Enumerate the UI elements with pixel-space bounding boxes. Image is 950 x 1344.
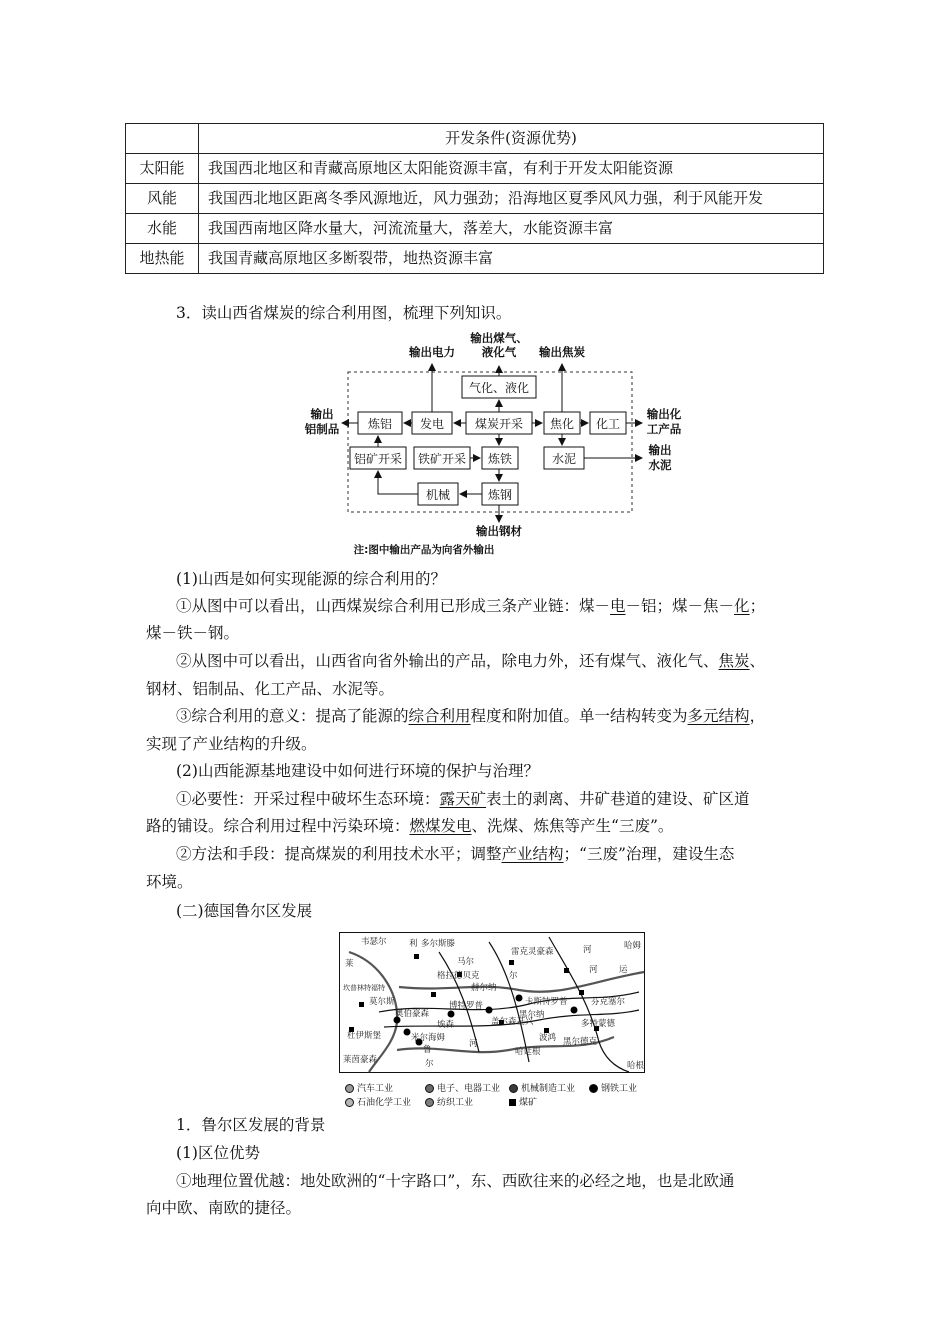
blank-answer: 化 xyxy=(734,597,750,615)
table-row xyxy=(126,154,824,184)
out-cement-label-1: 输出 xyxy=(648,443,672,457)
table-row xyxy=(126,184,824,214)
map-label: 尔 xyxy=(425,1059,434,1069)
coal-mine-symbol xyxy=(579,990,584,995)
steel-industry-symbol xyxy=(486,1007,493,1014)
q2-answer-2: ②方法和手段：提高煤炭的利用技术水平；调整产业结构；“三废”治理，建设生态 xyxy=(176,845,735,863)
map-label: 雷克灵豪森 xyxy=(511,947,554,957)
coal-mine-symbol xyxy=(359,1002,364,1007)
out-chem-label-1: 输出化 xyxy=(646,407,682,421)
map-label: 芬克塞尔 xyxy=(591,997,626,1007)
out-steel-label: 输出钢材 xyxy=(476,524,522,538)
q2-answer-2-cont: 环境。 xyxy=(146,873,193,891)
legend-textile: 纺织工业 xyxy=(425,1095,473,1108)
steel-industry-symbol xyxy=(571,1007,578,1014)
legend-symbol xyxy=(345,1084,354,1093)
map-label: 尔 xyxy=(509,971,518,981)
blank-answer: 焦炭 xyxy=(718,652,750,670)
map-label: 埃森 xyxy=(437,1020,455,1030)
chem-label: 化工 xyxy=(595,417,621,431)
steel-industry-symbol xyxy=(516,995,523,1002)
legend-steel: 钢铁工业 xyxy=(589,1081,637,1094)
legend-machinery: 机械制造工业 xyxy=(509,1081,575,1094)
q1-answer-2: ②从图中可以看出，山西省向省外输出的产品，除电力外，还有煤气、液化气、焦炭、 xyxy=(176,652,766,670)
blank-answer: 产业结构 xyxy=(501,845,564,863)
steel-industry-symbol xyxy=(448,1011,455,1018)
row-name: 地热能 xyxy=(126,244,199,274)
q2-title: (2)山西能源基地建设中如何进行环境的保护与治理？ xyxy=(176,762,539,780)
q1-answer-3: ③综合利用的意义：提高了能源的综合利用程度和附加值。单一结构转变为多元结构， xyxy=(176,707,766,725)
row-desc: 我国西南地区降水量大，河流流量大，落差大，水能资源丰富 xyxy=(199,214,824,244)
q1-title: (1)山西是如何实现能源的综合利用的？ xyxy=(176,570,446,588)
map-label: 哈根 xyxy=(627,1061,645,1071)
out-al-label-1: 输出 xyxy=(310,407,334,421)
row-desc: 我国西北地区距离冬季风源地近，风力强劲；沿海地区夏季风风力强，利于风能开发 xyxy=(199,184,824,214)
q1-answer-3-cont: 实现了产业结构的升级。 xyxy=(146,735,317,753)
out-gas-label-2: 液化气 xyxy=(481,345,517,359)
map-label: 米尔海姆 xyxy=(411,1033,446,1043)
legend-petrochem: 石油化学工业 xyxy=(345,1095,411,1108)
map-label: 河 xyxy=(589,965,598,975)
ruhr-section-title: (二)德国鲁尔区发展 xyxy=(176,902,313,920)
map-label: 哈姆 xyxy=(624,941,642,951)
map-label: 河 xyxy=(583,945,592,955)
map-label: 波鸿 xyxy=(539,1033,557,1043)
table-row xyxy=(126,214,824,244)
legend-symbol xyxy=(509,1084,518,1093)
blank-answer: 燃煤发电 xyxy=(409,817,472,835)
out-coke-label: 输出焦炭 xyxy=(539,345,585,359)
legend-symbol xyxy=(509,1099,516,1106)
fe-mine-label: 铁矿开采 xyxy=(417,452,467,466)
section3-title: 3．读山西省煤炭的综合利用图，梳理下列知识。 xyxy=(176,304,512,322)
smelt-al-label: 炼铝 xyxy=(367,417,393,431)
q2-answer-1: ①必要性：开采过程中破坏生态环境：露天矿表土的剥离、井矿巷道的建设、矿区道 xyxy=(176,790,750,808)
coal-mine-symbol xyxy=(509,960,514,965)
map-label: 哈廷根 xyxy=(515,1047,541,1057)
legend-electronics: 电子、电器工业 xyxy=(425,1081,500,1094)
q1-answer-1-cont: 煤－铁－钢。 xyxy=(146,624,240,642)
map-label: 盖尔森基兴 xyxy=(491,1017,534,1027)
legend-symbol xyxy=(345,1098,354,1107)
map-label: 卡斯特罗普 xyxy=(525,997,568,1007)
gasify-label: 气化、液化 xyxy=(468,381,530,395)
ruhr-content-1-cont: 向中欧、南欧的捷径。 xyxy=(146,1199,302,1217)
map-label: 利 xyxy=(409,939,418,949)
coal-mine-symbol xyxy=(564,968,569,973)
map-label: 奥伯豪森 xyxy=(395,1009,430,1019)
blank-answer: 综合利用 xyxy=(408,707,471,725)
energy-table xyxy=(125,123,824,274)
map-label: 莱 xyxy=(345,959,354,969)
out-cement-label-2: 水泥 xyxy=(648,458,672,472)
table-corner-cell xyxy=(126,124,199,154)
cement-label: 水泥 xyxy=(551,452,577,466)
map-label: 格拉德贝克 xyxy=(437,971,480,981)
out-gas-label-1: 输出煤气、 xyxy=(470,331,528,345)
table-header-row xyxy=(126,124,824,154)
legend-symbol xyxy=(425,1084,434,1093)
map-label: 莱茵豪森 xyxy=(343,1055,378,1065)
power-label: 发电 xyxy=(419,417,445,431)
row-desc: 我国青藏高原地区多断裂带，地热资源丰富 xyxy=(199,244,824,274)
steel-label: 炼钢 xyxy=(487,488,513,502)
map-label: 鲁 xyxy=(423,1045,432,1055)
map-label: 黑尔德克 xyxy=(563,1037,598,1047)
map-label: 河 xyxy=(469,1039,478,1049)
legend-symbol xyxy=(425,1098,434,1107)
coal-utilization-diagram xyxy=(300,326,700,558)
map-label: 杜伊斯堡 xyxy=(347,1031,382,1041)
map-label: 赫尔纳 xyxy=(471,983,497,993)
map-label: 多尔斯滕 xyxy=(421,939,456,949)
out-chem-label-2: 工产品 xyxy=(646,422,682,436)
coal-mine-label: 煤炭开采 xyxy=(474,417,524,431)
map-label: 黑尔纳 xyxy=(519,1010,545,1020)
blank-answer: 电 xyxy=(610,597,626,615)
ruhr-heading-1: 1．鲁尔区发展的背景 xyxy=(176,1116,326,1134)
blank-answer: 露天矿 xyxy=(439,790,487,808)
legend-symbol xyxy=(589,1084,598,1093)
table-row xyxy=(126,244,824,274)
legend-coal: 煤矿 xyxy=(509,1095,537,1108)
map-label: 运 xyxy=(619,965,628,975)
map-label: 莫尔斯 xyxy=(369,997,395,1007)
map-label: 多特蒙德 xyxy=(581,1019,616,1029)
steel-industry-symbol xyxy=(404,1029,411,1036)
coal-mine-symbol xyxy=(414,954,419,959)
out-power-label: 输出电力 xyxy=(409,345,455,359)
q2-answer-1-cont: 路的铺设。综合利用过程中污染环境：燃煤发电、洗煤、炼焦等产生“三废”。 xyxy=(146,817,674,835)
table-header: 开发条件(资源优势) xyxy=(199,124,824,154)
map-label: 坎普林特福特 xyxy=(343,984,385,992)
diagram-note: 注:图中输出产品为向省外输出 xyxy=(353,544,495,556)
al-mine-label: 铝矿开采 xyxy=(353,452,403,466)
out-al-label-2: 铝制品 xyxy=(304,422,340,436)
machinery-label: 机械 xyxy=(425,488,451,502)
map-label: 韦瑟尔 xyxy=(361,937,387,947)
row-name: 水能 xyxy=(126,214,199,244)
ruhr-content-1: ①地理位置优越：地处欧洲的“十字路口”，东、西欧往来的必经之地，也是北欧通 xyxy=(176,1172,735,1190)
ruhr-heading-2: (1)区位优势 xyxy=(176,1144,260,1162)
smelt-fe-label: 炼铁 xyxy=(487,452,513,466)
coking-label: 焦化 xyxy=(549,417,575,431)
legend-auto: 汽车工业 xyxy=(345,1081,393,1094)
row-name: 风能 xyxy=(126,184,199,214)
blank-answer: 多元结构 xyxy=(687,707,750,725)
row-name: 太阳能 xyxy=(126,154,199,184)
q1-answer-1: ①从图中可以看出，山西煤炭综合利用已形成三条产业链：煤－电－铝；煤－焦－化； xyxy=(176,597,766,615)
map-label: 博特罗普 xyxy=(449,1001,484,1011)
row-desc: 我国西北地区和青藏高原地区太阳能资源丰富，有利于开发太阳能资源 xyxy=(199,154,824,184)
ruhr-map xyxy=(339,932,646,1074)
map-label: 马尔 xyxy=(457,957,475,967)
q1-answer-2-cont: 钢材、铝制品、化工产品、水泥等。 xyxy=(146,680,395,698)
coal-mine-symbol xyxy=(431,992,436,997)
